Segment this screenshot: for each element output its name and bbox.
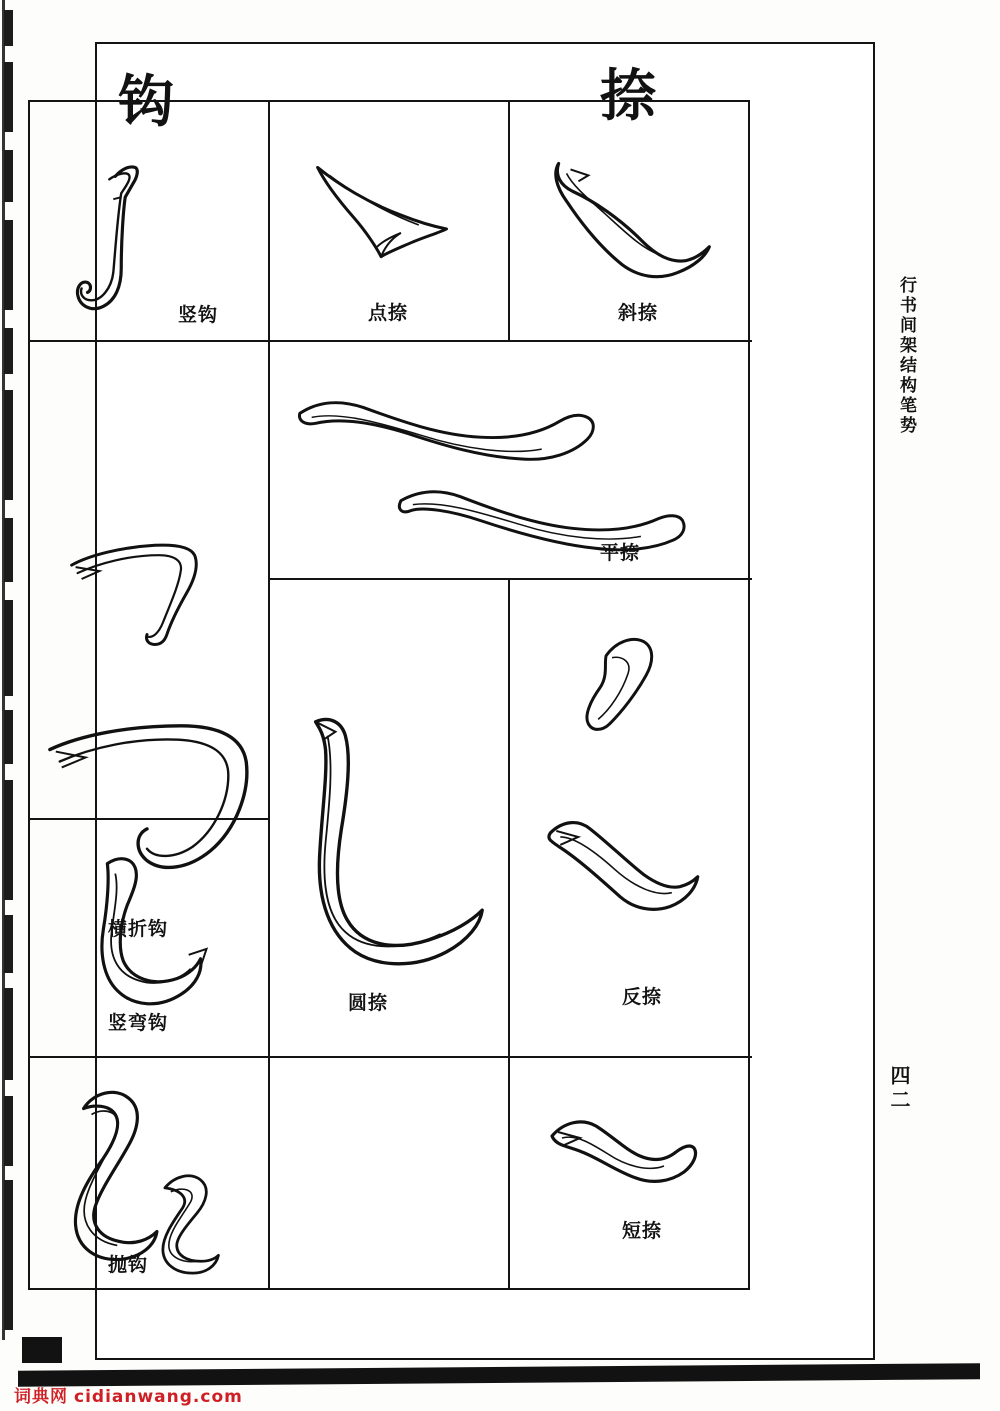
cell-throw-hook xyxy=(30,1058,270,1290)
heading-na: 捺 xyxy=(600,64,658,129)
label-slant-na: 斜捺 xyxy=(618,302,659,324)
cell-reverse-na xyxy=(510,580,752,1058)
cell-short-na xyxy=(510,1058,752,1290)
label-reverse-na: 反捺 xyxy=(622,986,663,1008)
stroke-art-vertical-hook xyxy=(30,102,268,340)
stroke-art-round-na xyxy=(270,580,508,1056)
scan-corner-shadow xyxy=(22,1337,62,1363)
cell-slant-na xyxy=(510,102,752,342)
label-flat-na: 平捺 xyxy=(600,542,641,564)
cell-vertical-hook xyxy=(30,102,270,342)
label-dot-na: 点捺 xyxy=(368,302,409,324)
cell-vertical-bend-hook xyxy=(30,820,270,1058)
side-caption: 行书间架结构笔势 xyxy=(896,276,916,436)
stroke-table xyxy=(28,100,750,1290)
label-short-na: 短捺 xyxy=(622,1220,663,1242)
stroke-art-throw-hook xyxy=(30,1058,268,1290)
cell-dot-na xyxy=(270,102,510,342)
stroke-art-flat-na xyxy=(270,342,752,578)
stroke-art-short-na xyxy=(510,1058,752,1290)
label-horizontal-fold-hook: 横折钩 xyxy=(108,918,169,940)
watermark-en: cidianwang.com xyxy=(74,1387,243,1407)
label-round-na: 圆捺 xyxy=(348,992,389,1014)
label-vertical-bend-hook: 竖弯钩 xyxy=(108,1012,169,1034)
watermark-cn: 词典网 xyxy=(14,1387,68,1407)
label-throw-hook: 抛钩 xyxy=(108,1254,149,1276)
cell-empty xyxy=(270,1058,510,1290)
cell-round-na xyxy=(270,580,510,1058)
scan-edge-dashes xyxy=(4,10,14,1340)
stroke-art-horizontal-fold-hook xyxy=(30,342,268,818)
label-vertical-hook: 竖钩 xyxy=(178,304,219,326)
heading-hook: 钩 xyxy=(118,70,176,135)
site-watermark xyxy=(14,1382,243,1407)
cell-horizontal-fold-hook xyxy=(30,342,270,940)
cell-flat-na xyxy=(270,342,752,580)
page-number: 四二 xyxy=(887,1065,911,1113)
